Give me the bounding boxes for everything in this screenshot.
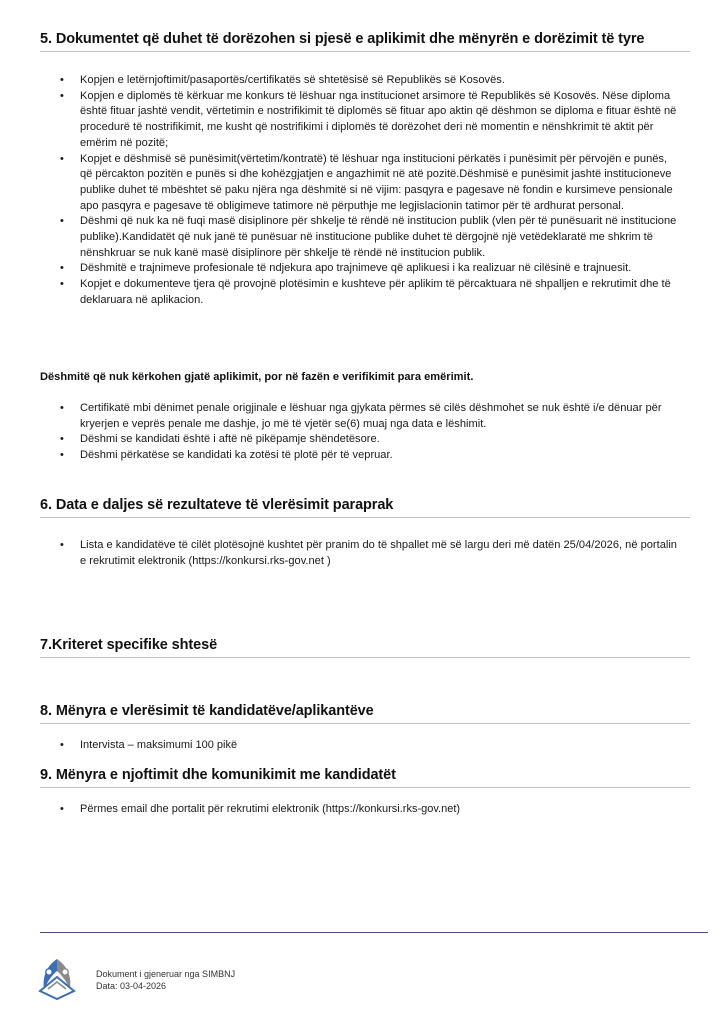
verification-subheading: Dëshmitë që nuk kërkohen gjatë aplikimit, por në fazën e verifikimit para emërimit. <box>40 371 474 383</box>
section-8-list <box>60 738 680 754</box>
list-item: • Kopjen e letërnjoftimit/pasaportës/certifikatës së shtetësisë së Republikës së Kosovës. <box>60 73 680 89</box>
list-item: • Dëshmi që nuk ka në fuqi masë disiplinore për shkelje të rëndë në institucion publik (vlen për të punësuarit në institucione publike).Kandidatët që nuk janë të punësuar në institucione publike duhet të dërgojnë një vetëdeklaratë me shkrim të nënshkruar se nuk kanë masë disiplinore për shkelje të rëndë në institucion publik. <box>60 214 680 261</box>
footer-generated-line: Dokument i gjeneruar nga SIMBNJ <box>96 969 236 979</box>
section-5-list <box>60 73 680 309</box>
list-item: • Lista e kandidatëve të cilët plotësojnë kushtet për pranim do të shpallet më së largu deri më datën 25/04/2026, në portalin e rekrutimit elektronik (https://konkursi.rks-gov.net ) <box>60 538 680 569</box>
section-6-list <box>60 538 680 569</box>
list-item: • Kopjet e dëshmisë së punësimit(vërtetim/kontratë) të lëshuar nga institucioni përkatës i punësimit për përvojën e punës, që përcakton pozitën e punës si dhe kohëzgjatjen e angazhimit në atë pozitë.Dëshmisë e punësimit jashtë institucioneve publike duhet të mbështet së paku njëra nga dëshmitë si në vijim: pasqyra e pagesave në fondin e kursimeve pensionale apo pasqyra e pagesave të obligimeve tatimore në përputhje me legjislacionin tatimor për të ardhurat personal. <box>60 152 680 215</box>
section-5-title: 5. Dokumentet që duhet të dorëzohen si pjesë e aplikimit dhe mënyrën e dorëzimit të tyre <box>40 31 690 52</box>
section-6-title: 6. Data e daljes së rezultateve të vlerësimit paraprak <box>40 497 690 518</box>
section-8-title: 8. Mënyra e vlerësimit të kandidatëve/aplikantëve <box>40 703 690 724</box>
section-7-title: 7.Kriteret specifike shtesë <box>40 637 690 658</box>
footer-divider <box>40 932 708 933</box>
list-item: • Intervista – maksimumi 100 pikë <box>60 738 680 754</box>
list-item: • Certifikatë mbi dënimet penale origjinale e lëshuar nga gjykata përmes së cilës dëshmohet se nuk është i/e dënuar për kryerjen e veprës penale me dashje, jo më të vjetër se(6) muaj nga data e lëshimit. <box>60 401 680 432</box>
list-item: • Dëshmi përkatëse se kandidati ka zotësi të plotë për të vepruar. <box>60 448 680 464</box>
list-item: • Përmes email dhe portalit për rekrutimi elektronik (https://konkursi.rks-gov.net) <box>60 802 680 818</box>
simbnj-logo-icon <box>34 955 80 1001</box>
list-item: • Dëshmitë e trajnimeve profesionale të ndjekura apo trajnimeve që aplikuesi i ka realizuar në cilësinë e trajnuesit. <box>60 261 680 277</box>
list-item: • Kopjen e diplomës të kërkuar me konkurs të lëshuar nga institucionet arsimore të Republikës së Kosovës. Nëse diploma është fituar jashtë vendit, vërtetimin e nostrifikimit të diplomës së fituar apo aktin që dëshmon se diploma e fituar është në procedurë të nostrifikimit, me kusht që nostrifikimi i diplomës të dorëzohet deri në momentin e nënshkrimit të aktit për emërim në pozitë; <box>60 89 680 152</box>
footer-date-line: Data: 03-04-2026 <box>96 981 167 991</box>
list-item: • Dëshmi se kandidati është i aftë në pikëpamje shëndetësore. <box>60 432 680 448</box>
section-9-title: 9. Mënyra e njoftimit dhe komunikimit me kandidatët <box>40 767 690 788</box>
list-item: • Kopjet e dokumenteve tjera që provojnë plotësimin e kushteve për aplikim të përcaktuara në shpalljen e rekrutimit dhe të deklaruara në aplikacion. <box>60 277 680 308</box>
footer-text <box>96 968 235 992</box>
section-9-list <box>60 802 680 818</box>
verification-list <box>60 401 680 464</box>
